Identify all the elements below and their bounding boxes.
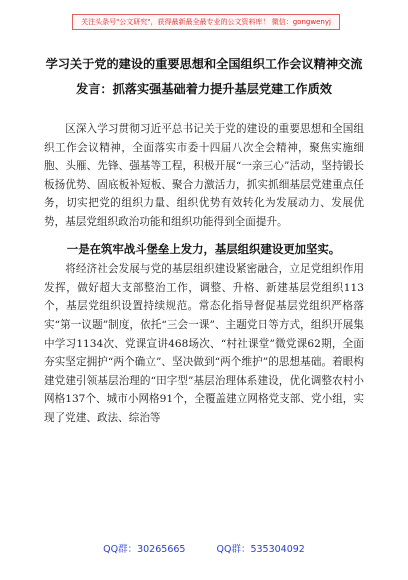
footer-contact [0, 542, 408, 558]
document-title: 学习关于党的建设的重要思想和全国组织工作会议精神交流发言：抓落实强基础着力提升基层党建工作质效 [45, 57, 363, 96]
section-heading: 一是在筑牢战斗堡垒上发力，基层组织建设更加坚实。 [66, 241, 341, 256]
qq-group-1: QQ群：30265665 [103, 544, 186, 555]
paragraph-intro: 区深入学习贯彻习近平总书记关于党的建设的重要思想和全国组织工作会议精神，全面落实市委十四届八次全会精神，聚焦实施细胞、头雁、先锋、强基等工程，积极开展“一亲三心”活动，坚持锻长板扬优势、固底板补短板、聚合力激活力，抓实抓细基层党建重点任务，切实把党的组织力量、组织优势有效转化为发展动力、发展优势，基层党组织政治功能和组织功能得到全面提升。 [44, 123, 364, 228]
paragraph-section-1: 将经济社会发展与党的基层组织建设紧密融合，立足党组织作用发挥，做好超大支部整治工作，调整、升格、新建基层党组织113个，基层党组织设置持续规范。常态化指导督促基层党组织严格落实“第一议题”制度，依托“三会一课”、主题党日等方式，组织开展集中学习1134次、党课宣讲468场次、“村社课堂”微党课62期，全面夯实坚定拥护“两个确立”、坚决做到“两个维护”的思想基础。着眼构建党建引领基层治理的“田字型”基层治理体系建设，优化调整农村小网格137个、城市小网格91个，全覆盖建立网格党支部、党小组，实现了党建、政法、综治等 [44, 263, 364, 424]
document-body [44, 120, 364, 428]
qq-group-2: QQ群：535304092 [216, 544, 305, 555]
promo-banner: 关注头条号"公文研究"，获得最新最全最专业的公文资料库！ 微信：gongwenyj [72, 14, 340, 30]
